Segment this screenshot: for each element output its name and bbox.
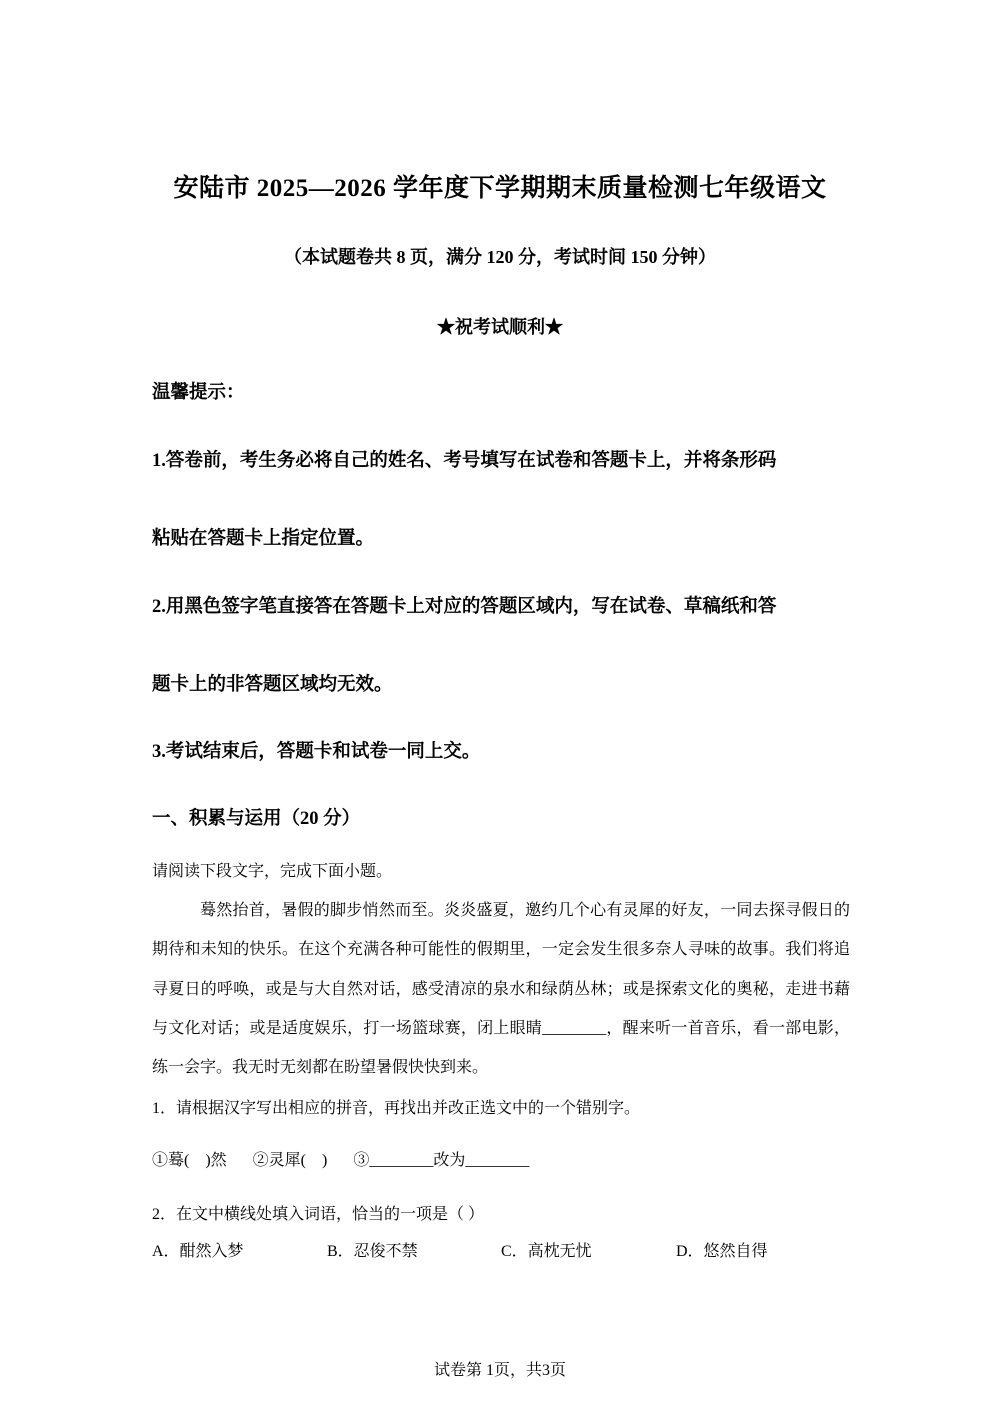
question-2-stem: 2．在文中横线处填入词语，恰当的一项是（ ） <box>152 1206 485 1223</box>
question-1-part-3: ③________改为________ <box>353 1152 530 1169</box>
question-1-stem: 1．请根据汉字写出相应的拼音，再找出并改正选文中的一个错别字。 <box>152 1100 641 1117</box>
exam-title: 安陆市 2025—2026 学年度下学期期末质量检测七年级语文 <box>173 175 827 202</box>
tip-1-line-1: 1.答卷前，考生务必将自己的姓名、考号填写在试卷和答题卡上，并将条形码 <box>152 451 777 471</box>
question-1-part-2: ②灵犀( ) <box>252 1152 328 1169</box>
question-1-blanks <box>152 1147 529 1170</box>
reading-passage: 蓦然抬首，暑假的脚步悄然而至。炎炎盛夏，邀约几个心有灵犀的好友，一同去探寻假日的期待和未知的快乐。在这个充满各种可能性的假期里，一定会发生很多奈人寻味的故事。我们将追寻夏日的呼唤，或是与大自然对话，感受清凉的泉水和绿荫丛林；或是探索文化的奥秘，走进书藉与文化对话；或是适度娱乐，打一场篮球赛，闭上眼睛________，醒来听一首音乐，看一部电影，练一会字。我无时无刻都在盼望暑假快快到来。 <box>152 902 850 1077</box>
good-luck-line: ★祝考试顺利★ <box>437 317 563 337</box>
option-b: B．忍俊不禁 <box>327 1243 418 1260</box>
page-footer: 试卷第 1页，共3页 <box>433 1362 566 1379</box>
option-a: A．酣然入梦 <box>152 1243 244 1260</box>
option-c: C．高枕无忧 <box>501 1243 592 1260</box>
tip-3: 3.考试结束后，答题卡和试卷一同上交。 <box>152 742 481 762</box>
section-1-heading: 一、积累与运用（20 分） <box>152 809 361 829</box>
tip-2-line-2: 题卡上的非答题区域均无效。 <box>152 675 393 695</box>
tips-heading: 温馨提示： <box>152 383 245 403</box>
tip-1-line-2: 粘贴在答题卡上指定位置。 <box>152 529 375 549</box>
tip-2-line-1: 2.用黑色签字笔直接答在答题卡上对应的答题区域内，写在试卷、草稿纸和答 <box>152 597 777 617</box>
option-d: D．悠然自得 <box>676 1243 768 1260</box>
reading-instruction: 请阅读下段文字，完成下面小题。 <box>152 863 393 880</box>
question-1-part-1: ①蓦( )然 <box>152 1152 227 1169</box>
exam-subtitle: （本试题卷共 8 页，满分 120 分，考试时间 150 分钟） <box>284 247 716 267</box>
